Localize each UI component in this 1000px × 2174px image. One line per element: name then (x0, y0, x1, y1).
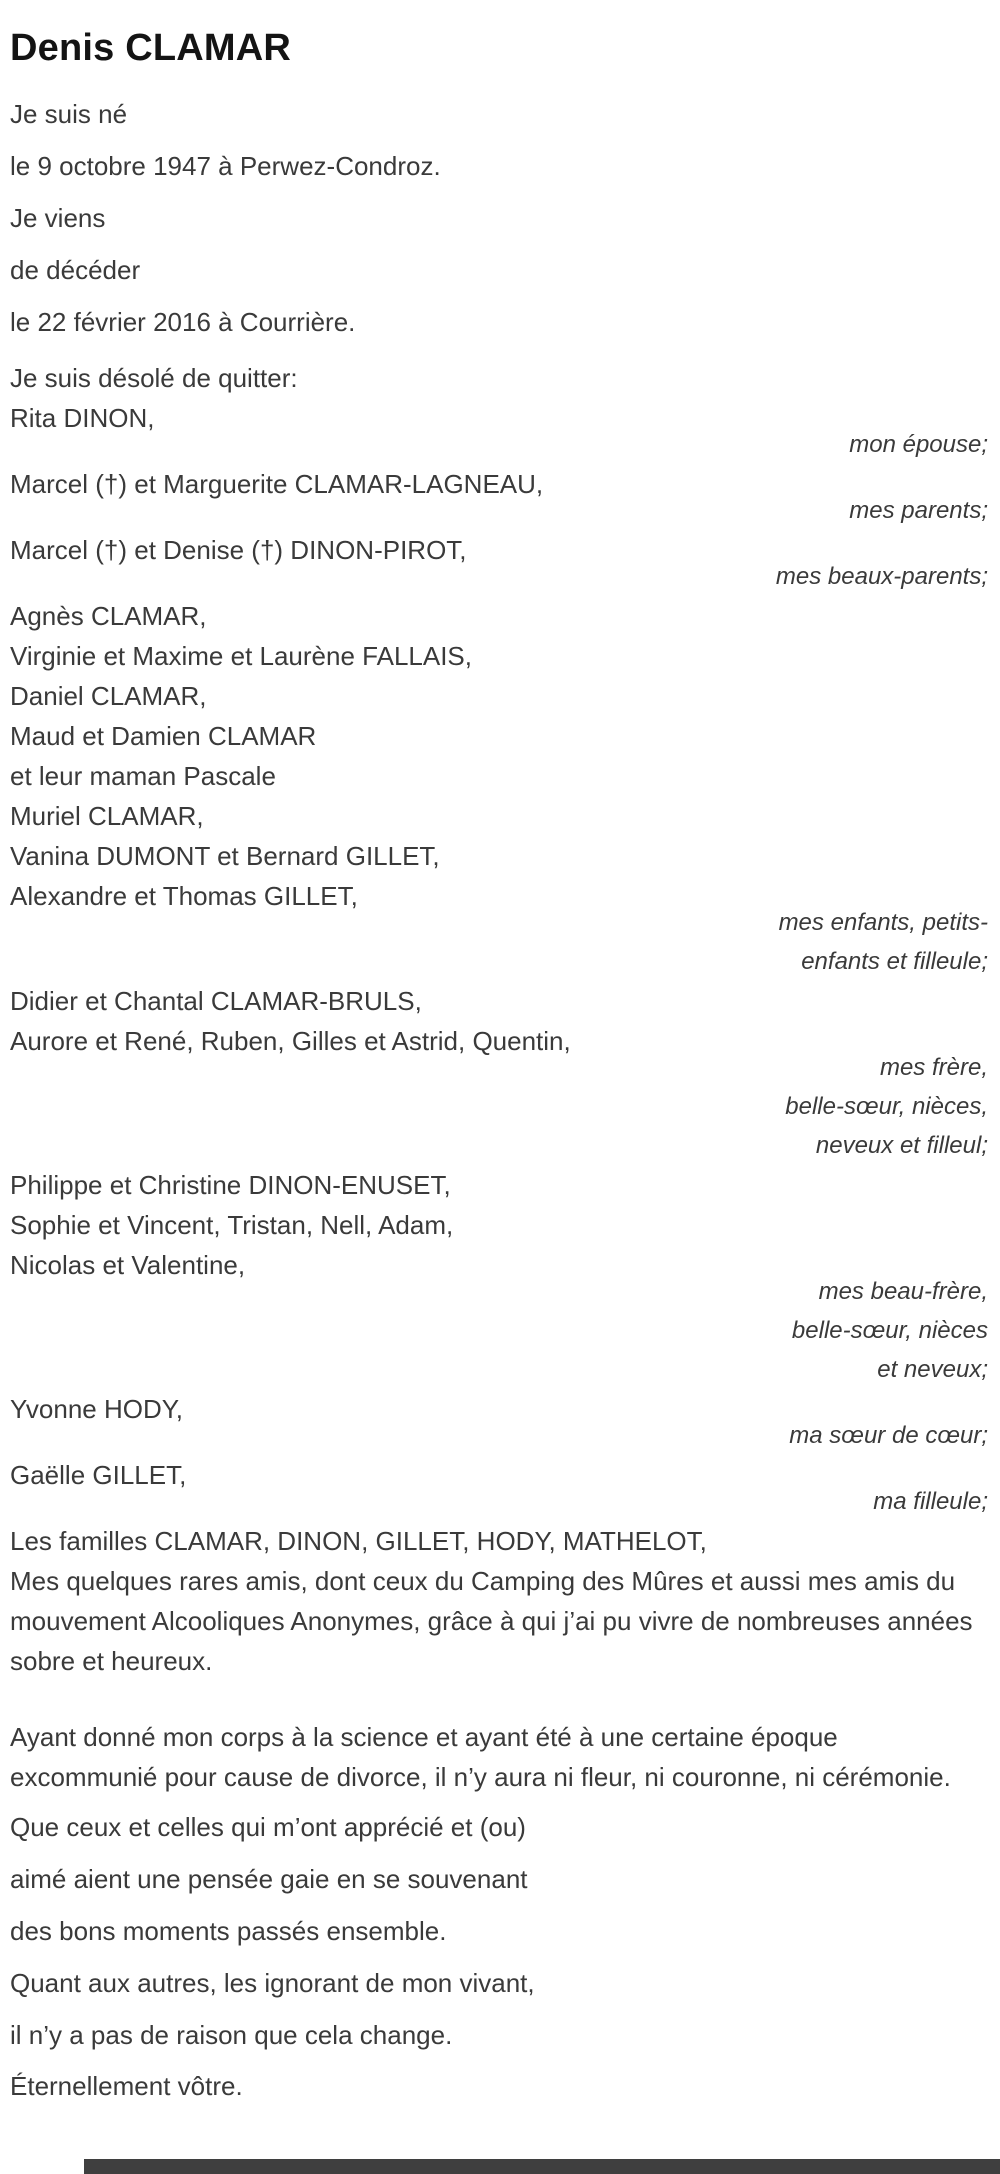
intro-line-deceder: de décéder (10, 255, 141, 285)
relation-group-filleule (10, 1455, 988, 1521)
relation-label (10, 425, 988, 464)
name-line: Marcel (†) et Denise (†) DINON-PIROT, (10, 535, 467, 565)
intro-line-birthdate: le 9 octobre 1947 à Perwez-Condroz. (10, 151, 441, 181)
relation-line: mes beaux-parents; (775, 563, 988, 590)
intro-line-deathdate: le 22 février 2016 à Courrière. (10, 307, 356, 337)
closing-line: des bons moments passés ensemble. (10, 1916, 447, 1946)
intro-section (10, 96, 988, 340)
name-line: Virginie et Maxime et Laurène FALLAIS, (10, 641, 472, 671)
relation-line: mes frère, (879, 1054, 988, 1081)
relation-group-brother (10, 981, 988, 1165)
name-line: Maud et Damien CLAMAR (10, 721, 317, 751)
name-line: Agnès CLAMAR, (10, 601, 207, 631)
name-line: Alexandre et Thomas GILLET, (10, 881, 358, 911)
footer-bar (84, 2159, 1000, 2174)
name-line: Gaëlle GILLET, (10, 1460, 187, 1490)
relation-line: mes parents; (849, 497, 988, 524)
relation-group-brother-in-law (10, 1165, 988, 1389)
intro-line-born: Je suis né (10, 99, 128, 129)
relation-label (10, 1048, 988, 1165)
name-line: Nicolas et Valentine, (10, 1250, 246, 1280)
relation-group-inlaws (10, 530, 988, 596)
families-line: Les familles CLAMAR, DINON, GILLET, HODY, MATHELOT, (10, 1526, 707, 1556)
relation-line: et neveux; (877, 1356, 988, 1383)
intro-line-jeviens: Je viens (10, 203, 106, 233)
deceased-name-title: Denis CLAMAR (10, 27, 292, 69)
relation-group-spouse (10, 398, 988, 464)
name-line: Philippe et Christine DINON-ENUSET, (10, 1170, 451, 1200)
relation-names (10, 1165, 988, 1285)
name-line: Aurore et René, Ruben, Gilles et Astrid, Quentin, (10, 1026, 571, 1056)
closing-line: Que ceux et celles qui m’ont apprécié et (ou) (10, 1812, 526, 1842)
relation-group-soeur-de-coeur (10, 1389, 988, 1455)
relation-line: ma sœur de cœur; (789, 1422, 988, 1449)
name-line: Muriel CLAMAR, (10, 801, 204, 831)
name-line: Sophie et Vincent, Tristan, Nell, Adam, (10, 1210, 454, 1240)
name-line: Vanina DUMONT et Bernard GILLET, (10, 841, 440, 871)
name-line: Rita DINON, (10, 403, 155, 433)
name-line: et leur maman Pascale (10, 761, 276, 791)
relation-group-parents (10, 464, 988, 530)
friends-paragraph: Mes quelques rares amis, dont ceux du Camping des Mûres et aussi mes amis du mouvement Alcooliques Anonymes, grâce à qui j’ai pu vivre de nombreuses années sobre et heureux. (10, 1566, 973, 1676)
relation-line: belle-sœur, nièces (791, 1317, 988, 1344)
closing-line: il n’y a pas de raison que cela change. (10, 2020, 453, 2050)
relation-line: mes beau-frère, (818, 1278, 988, 1305)
closing-line: aimé aient une pensée gaie en se souvenant (10, 1864, 528, 1894)
signature-line: Éternellement vôtre. (10, 2071, 243, 2101)
quitter-line: Je suis désolé de quitter: (10, 363, 298, 393)
relation-names (10, 596, 988, 916)
name-line: Yvonne HODY, (10, 1394, 183, 1424)
relation-line: mon épouse; (849, 431, 988, 458)
science-paragraph: Ayant donné mon corps à la science et ayant été à une certaine époque excommunié pour cause de divorce, il n’y aura ni fleur, ni couronne, ni cérémonie. (10, 1722, 951, 1792)
relation-line: enfants et filleule; (801, 948, 988, 975)
relation-line: mes enfants, petits- (778, 909, 988, 936)
name-line: Daniel CLAMAR, (10, 681, 207, 711)
relation-group-children (10, 596, 988, 981)
closing-line: Quant aux autres, les ignorant de mon vivant, (10, 1968, 535, 1998)
relation-line: neveux et filleul; (815, 1132, 988, 1159)
closing-section (10, 1809, 988, 2053)
relation-line: belle-sœur, nièces, (785, 1093, 988, 1120)
name-line: Didier et Chantal CLAMAR-BRULS, (10, 986, 422, 1016)
name-line: Marcel (†) et Marguerite CLAMAR-LAGNEAU, (10, 469, 544, 499)
relation-label (10, 1272, 988, 1389)
relation-line: ma filleule; (873, 1488, 988, 1515)
